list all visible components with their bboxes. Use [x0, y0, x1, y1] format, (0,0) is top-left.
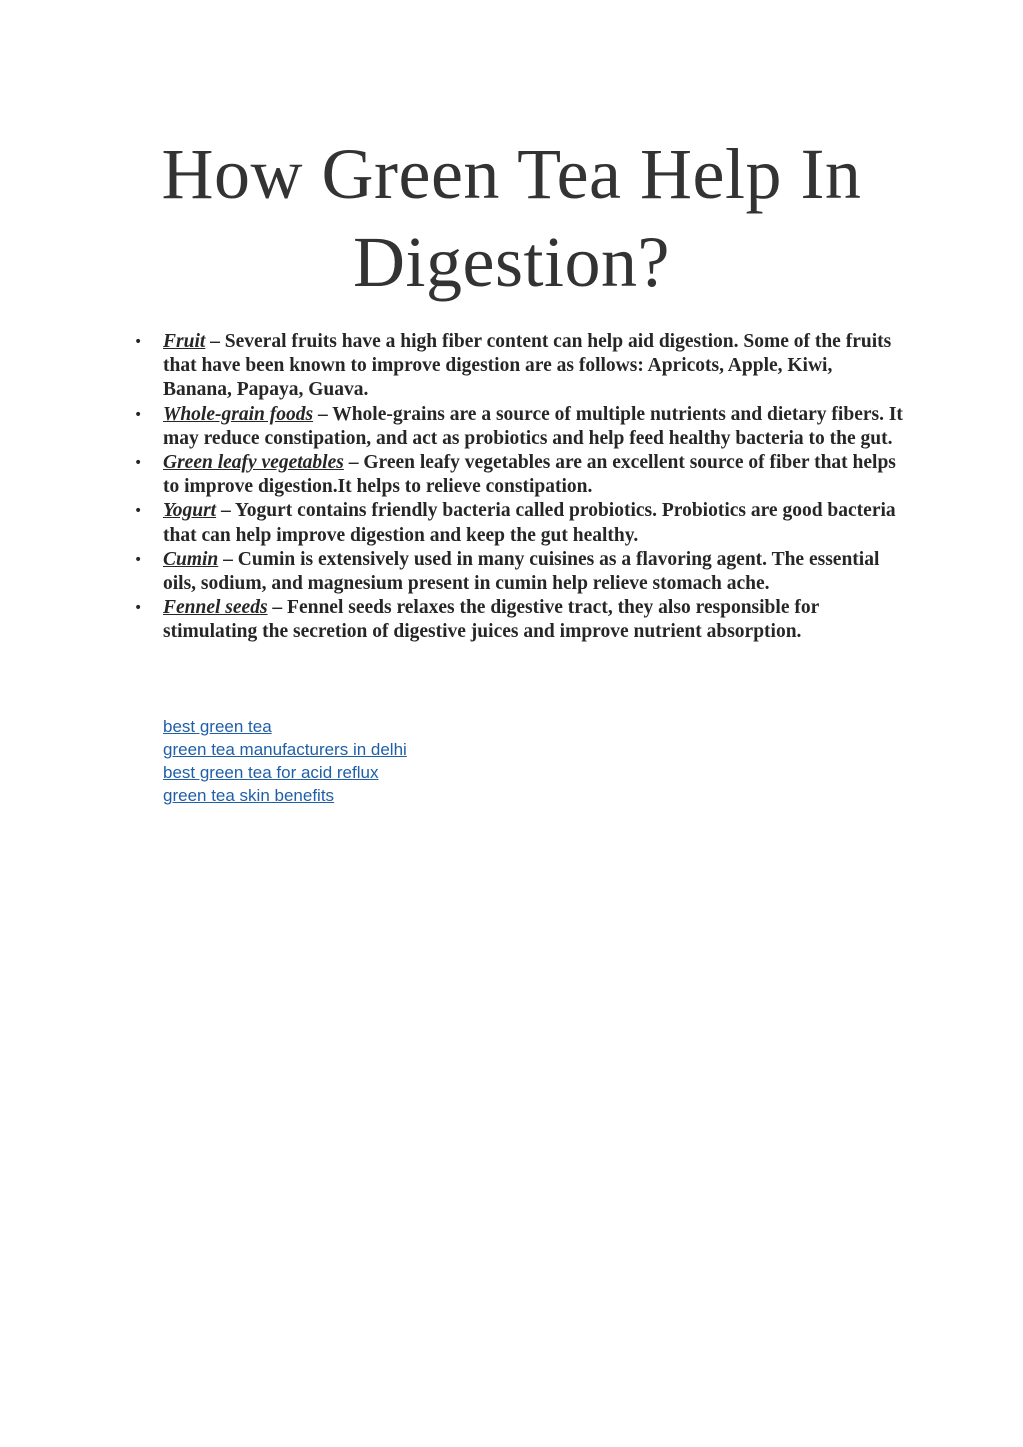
- item-term: Fruit: [163, 331, 206, 352]
- page-title: How Green Tea Help In Digestion?: [161, 134, 862, 302]
- item-text: – Several fruits have a high fiber content can help aid digestion. Some of the fruits that have been known to improve digestion are as follows: Apricots, Apple, Kiwi, Banana, Papaya, Guava.: [163, 331, 892, 401]
- bullet-icon: •: [134, 551, 143, 568]
- list-item-yogurt: [134, 499, 903, 547]
- bullet-icon: •: [134, 406, 143, 423]
- bullet-icon: •: [134, 334, 143, 350]
- food-list: [134, 330, 903, 645]
- bullet-icon: •: [134, 503, 143, 520]
- item-text: – Fennel seeds relaxes the digestive tract, they also responsible for stimulating the secretion of digestive juices and improve nutrient absorption.: [163, 597, 819, 643]
- list-item-green-leafy: [134, 451, 903, 499]
- item-text: – Whole-grains are a source of multiple nutrients and dietary fibers. It may reduce constipation, and act as probiotics and help feed healthy bacteria to the gut.: [163, 403, 903, 449]
- link-best-green-tea[interactable]: best green tea: [163, 717, 272, 736]
- item-text: – Green leafy vegetables are an excellent source of fiber that helps to improve digestion.It helps to relieve constipation.: [163, 452, 896, 498]
- item-term: Yogurt: [163, 500, 217, 522]
- related-links: [163, 715, 407, 807]
- bullet-icon: •: [134, 455, 143, 472]
- item-text: – Yogurt contains friendly bacteria called probiotics. Probiotics are good bacteria that can help improve digestion and keep the gut healthy.: [163, 500, 896, 546]
- item-term: Fennel seeds: [163, 597, 268, 619]
- list-item-fruit: [134, 330, 903, 403]
- list-item-cumin: [134, 548, 903, 596]
- link-green-tea-skin-benefits[interactable]: green tea skin benefits: [163, 786, 335, 805]
- link-green-tea-acid-reflux[interactable]: best green tea for acid reflux: [163, 763, 379, 782]
- item-text: – Cumin is extensively used in many cuisines as a flavoring agent. The essential oils, sodium, and magnesium present in cumin help relieve stomach ache.: [163, 548, 880, 595]
- bullet-icon: •: [134, 600, 143, 617]
- item-term: Cumin: [163, 548, 219, 570]
- list-item-fennel: [134, 596, 903, 644]
- item-term: Green leafy vegetables: [163, 452, 344, 474]
- list-item-whole-grain: [134, 403, 903, 451]
- item-term: Whole-grain foods: [163, 403, 314, 425]
- link-green-tea-manufacturers[interactable]: green tea manufacturers in delhi: [163, 740, 407, 759]
